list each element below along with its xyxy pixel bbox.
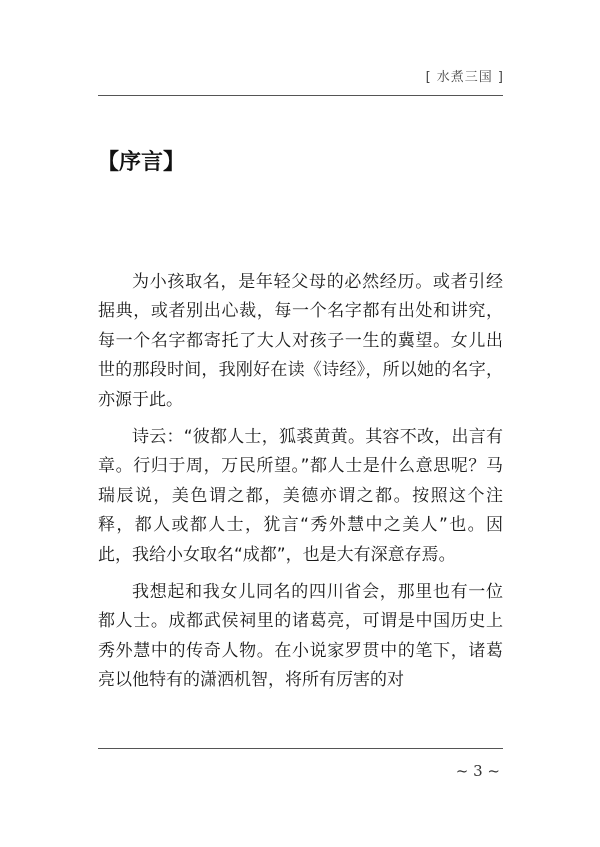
chapter-title: 【序言】 xyxy=(97,150,186,175)
footer-rule xyxy=(98,748,503,749)
paragraph: 诗云：“彼都人士，狐裘黄黄。其容不改，出言有章。行归于周，万民所望。”都人士是什么意思呢？马瑞辰说，美色谓之都，美德亦谓之都。按照这个注释，都人或都人士，犹言“秀外慧中之美人”也。因此，我给小女取名“成都”，也是大有深意存焉。 xyxy=(98,427,503,565)
paragraph: 为小孩取名，是年轻父母的必然经历。或者引经据典，或者别出心裁，每一个名字都有出处和讲究，每一个名字都寄托了大人对孩子一生的冀望。女儿出世的那段时间，我刚好在读《诗经》，所以她的名字，亦源于此。 xyxy=(98,272,503,410)
body-text xyxy=(98,268,503,696)
running-header: [ 水煮三国 ] xyxy=(425,70,504,85)
page-number: ~ 3 ~ xyxy=(455,762,500,780)
header-rule xyxy=(98,95,503,96)
paragraph: 我想起和我女儿同名的四川省会，那里也有一位都人士。成都武侯祠里的诸葛亮，可谓是中国历史上秀外慧中的传奇人物。在小说家罗贯中的笔下，诸葛亮以他特有的潇洒机智，将所有厉害的对 xyxy=(98,582,503,691)
